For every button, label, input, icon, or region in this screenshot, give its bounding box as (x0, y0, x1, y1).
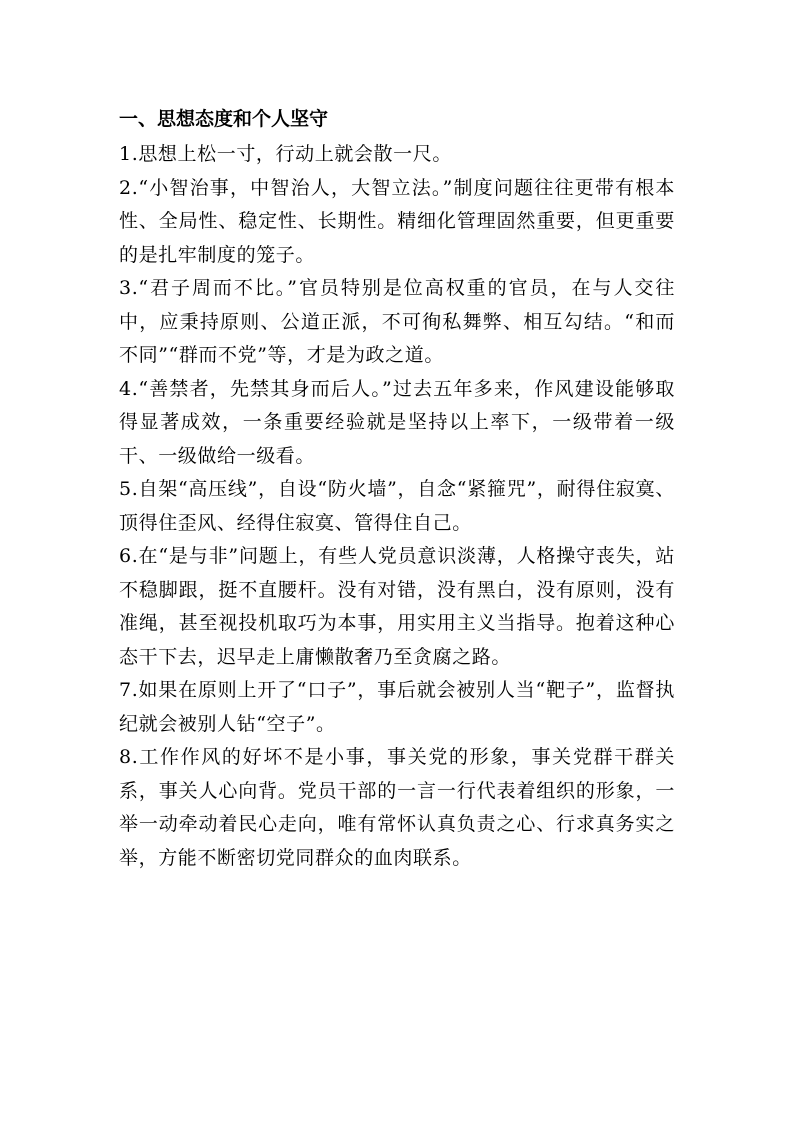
paragraph-1: 1.思想上松一寸，行动上就会散一尺。 (119, 143, 452, 165)
paragraph-5: 5.自架“高压线”，自设“防火墙”，自念“紧箍咒”，耐得住寂寞、顶得住歪风、经得住寂寞、管得住自己。 (119, 478, 675, 534)
paragraph-6: 6.在“是与非”问题上，有些人党员意识淡薄，人格操守丧失，站不稳脚跟，挺不直腰杆。没有对错，没有黑白，没有原则，没有准绳，甚至视投机取巧为本事，用实用主义当指导。抱着这种心态干下去，迟早走上庸懒散奢乃至贪腐之路。 (119, 545, 675, 668)
paragraph-3: 3.“君子周而不比。”官员特别是位高权重的官员，在与人交往中，应秉持原则、公道正派，不可徇私舞弊、相互勾结。“和而不同”“群而不党”等，才是为政之道。 (119, 277, 675, 366)
paragraph-2: 2.“小智治事，中智治人，大智立法。”制度问题往往更带有根本性、全局性、稳定性、长期性。精细化管理固然重要，但更重要的是扎牢制度的笼子。 (119, 176, 675, 266)
paragraph-4: 4.“善禁者，先禁其身而后人。”过去五年多来，作风建设能够取得显著成效，一条重要经验就是坚持以上率下，一级带着一级干、一级做给一级看。 (119, 377, 675, 467)
document-page (119, 100, 675, 875)
section-heading: 一、思想态度和个人坚守 (119, 108, 329, 130)
paragraph-8: 8.工作作风的好坏不是小事，事关党的形象，事关党群干群关系，事关人心向背。党员干部的一言一行代表着组织的形象，一举一动牵动着民心走向，唯有常怀认真负责之心、行求真务实之举，方能不断密切党同群众的血肉联系。 (119, 746, 675, 869)
paragraph-7: 7.如果在原则上开了“口子”，事后就会被别人当“靶子”，监督执纪就会被别人钻“空子”。 (119, 679, 675, 735)
